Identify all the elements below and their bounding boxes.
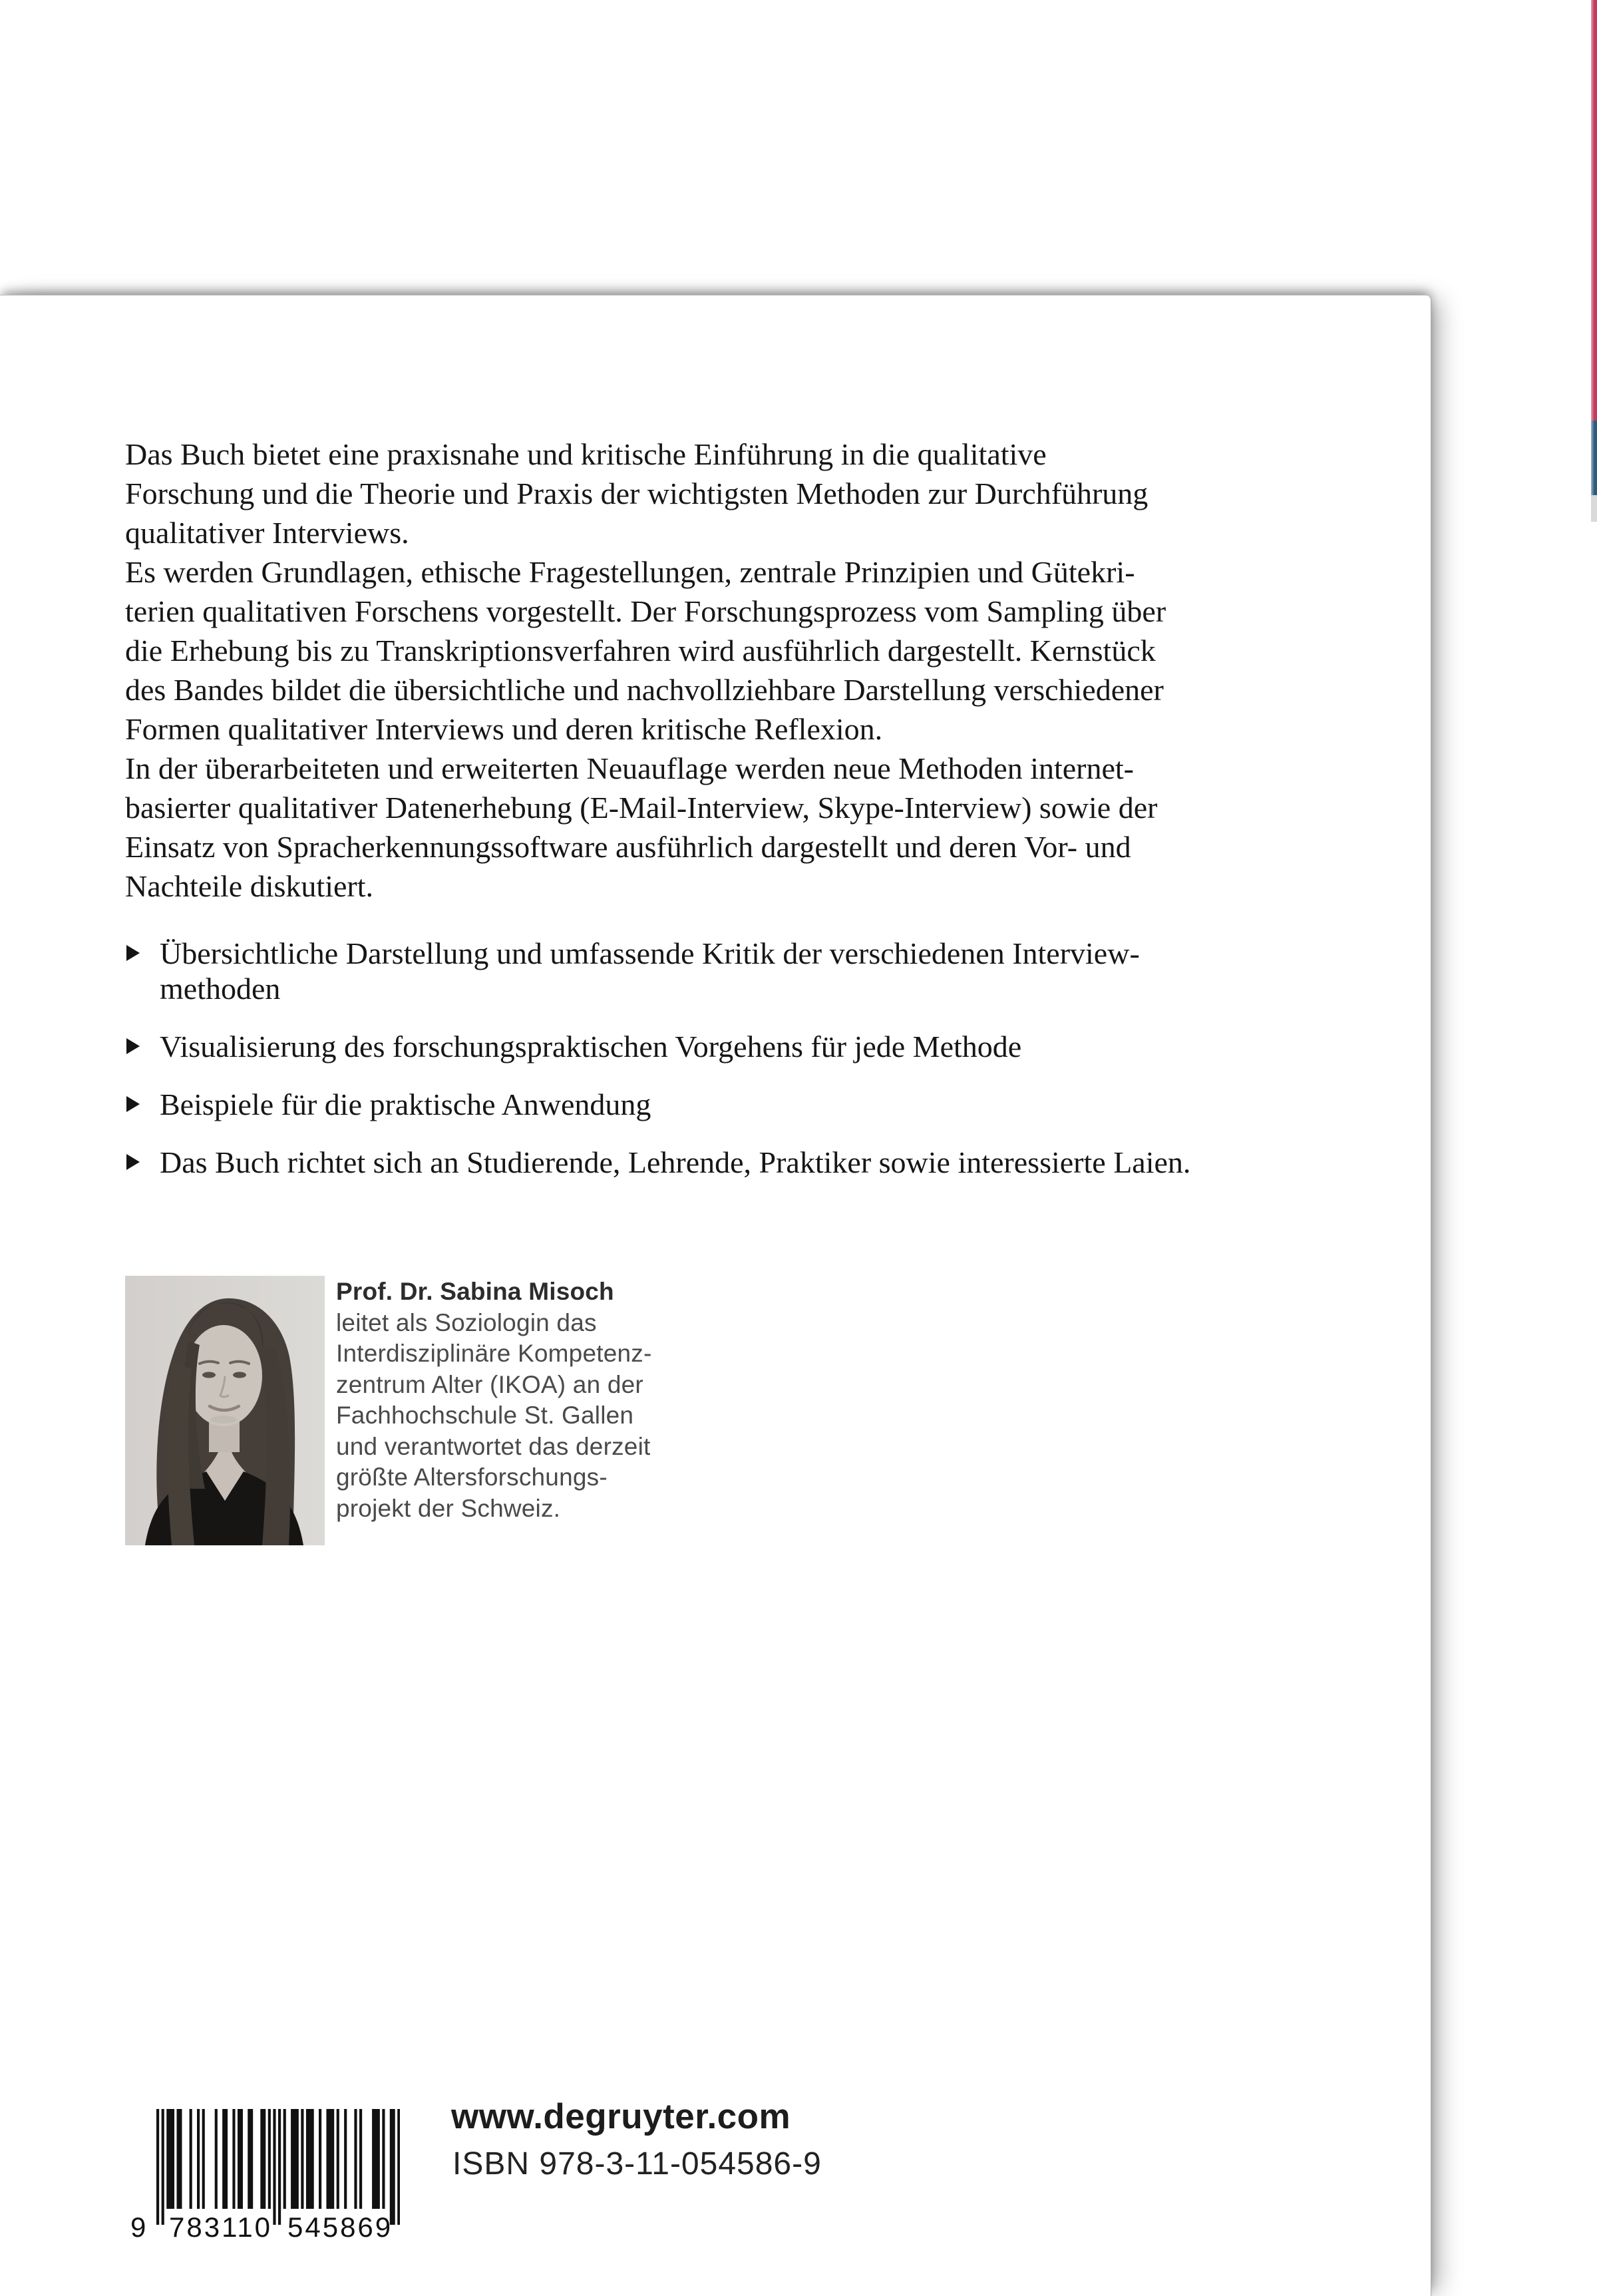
blurb-line: des Bandes bildet die übersichtliche und nachvollziehbare Darstellung verschiedener xyxy=(125,673,1164,707)
barcode-digit-group: 783110 xyxy=(169,2211,273,2243)
author-name: Prof. Dr. Sabina Misoch xyxy=(336,1278,614,1305)
blurb-line: die Erhebung bis zu Transkriptionsverfahren wird ausführlich dargestellt. Kernstück xyxy=(125,634,1156,668)
blurb-text xyxy=(125,435,1369,906)
author-bio-line: leitet als Soziologin das xyxy=(336,1308,597,1336)
bullet-item xyxy=(125,1145,1389,1180)
author-portrait-illustration xyxy=(125,1276,325,1545)
blurb-line: Es werden Grundlagen, ethische Fragestellungen, zentrale Prinzipien und Gütekri- xyxy=(125,555,1135,589)
barcode-lead-digit: 9 xyxy=(130,2211,148,2243)
bullet-text: methoden xyxy=(160,972,281,1006)
author-bio-line: größte Altersforschungs- xyxy=(336,1463,608,1491)
bullet-item xyxy=(125,1029,1389,1064)
blurb-line: basierter qualitativer Datenerhebung (E-Mail-Interview, Skype-Interview) sowie der xyxy=(125,791,1158,825)
ean-barcode xyxy=(156,2109,400,2226)
author-photo xyxy=(125,1276,325,1545)
bullet-triangle-icon xyxy=(126,945,140,961)
blurb-line: Einsatz von Spracherkennungssoftware ausführlich dargestellt und deren Vor- und xyxy=(125,830,1131,864)
bullet-triangle-icon xyxy=(126,1154,140,1170)
blurb-line: Das Buch bietet eine praxisnahe und kritische Einführung in die qualitative xyxy=(125,437,1047,471)
blurb-line: Forschung und die Theorie und Praxis der wichtigsten Methoden zur Durchführung xyxy=(125,477,1149,510)
author-bio-line: Fachhochschule St. Gallen xyxy=(336,1402,634,1429)
author-bio xyxy=(336,1276,652,1524)
author-bio-line: zentrum Alter (IKOA) an der xyxy=(336,1370,643,1398)
bullet-triangle-icon xyxy=(126,1038,140,1054)
bullet-text: Beispiele für die praktische Anwendung xyxy=(160,1087,651,1121)
author-bio-line: und verantwortet das derzeit xyxy=(336,1432,651,1460)
author-bio-line: projekt der Schweiz. xyxy=(336,1494,561,1522)
barcode-digit-group: 545869 xyxy=(287,2211,393,2243)
bullet-text: Visualisierung des forschungspraktischen Vorgehens für jede Methode xyxy=(160,1030,1022,1063)
blurb-line: Formen qualitativer Interviews und deren kritische Reflexion. xyxy=(125,712,883,746)
blurb-line: qualitativer Interviews. xyxy=(125,516,409,550)
bullet-text: Übersichtliche Darstellung und umfassende Kritik der verschiedenen Interview- xyxy=(160,936,1140,970)
author-bio-line: Interdisziplinäre Kompetenz- xyxy=(336,1340,652,1367)
cover-edge-gray-strip xyxy=(1591,495,1597,522)
bullet-item xyxy=(125,1087,1389,1122)
back-cover-page xyxy=(0,295,1431,2296)
blurb-line: terien qualitativen Forschens vorgestellt. Der Forschungsprozess vom Sampling über xyxy=(125,594,1166,628)
bullet-text: Das Buch richtet sich an Studierende, Lehrende, Praktiker sowie interessierte Laien. xyxy=(160,1145,1191,1179)
isbn-text: ISBN 978-3-11-054586-9 xyxy=(452,2146,822,2182)
blurb-line: Nachteile diskutiert. xyxy=(125,869,373,903)
cover-edge-blue-strip xyxy=(1591,421,1597,495)
feature-bullet-list xyxy=(125,936,1389,1203)
bullet-item xyxy=(125,936,1389,1006)
blurb-line: In der überarbeiteten und erweiterten Neuauflage werden neue Methoden internet- xyxy=(125,751,1135,785)
publisher-website: www.degruyter.com xyxy=(451,2097,791,2136)
cover-edge-red-strip xyxy=(1591,0,1597,421)
bullet-triangle-icon xyxy=(126,1096,140,1112)
